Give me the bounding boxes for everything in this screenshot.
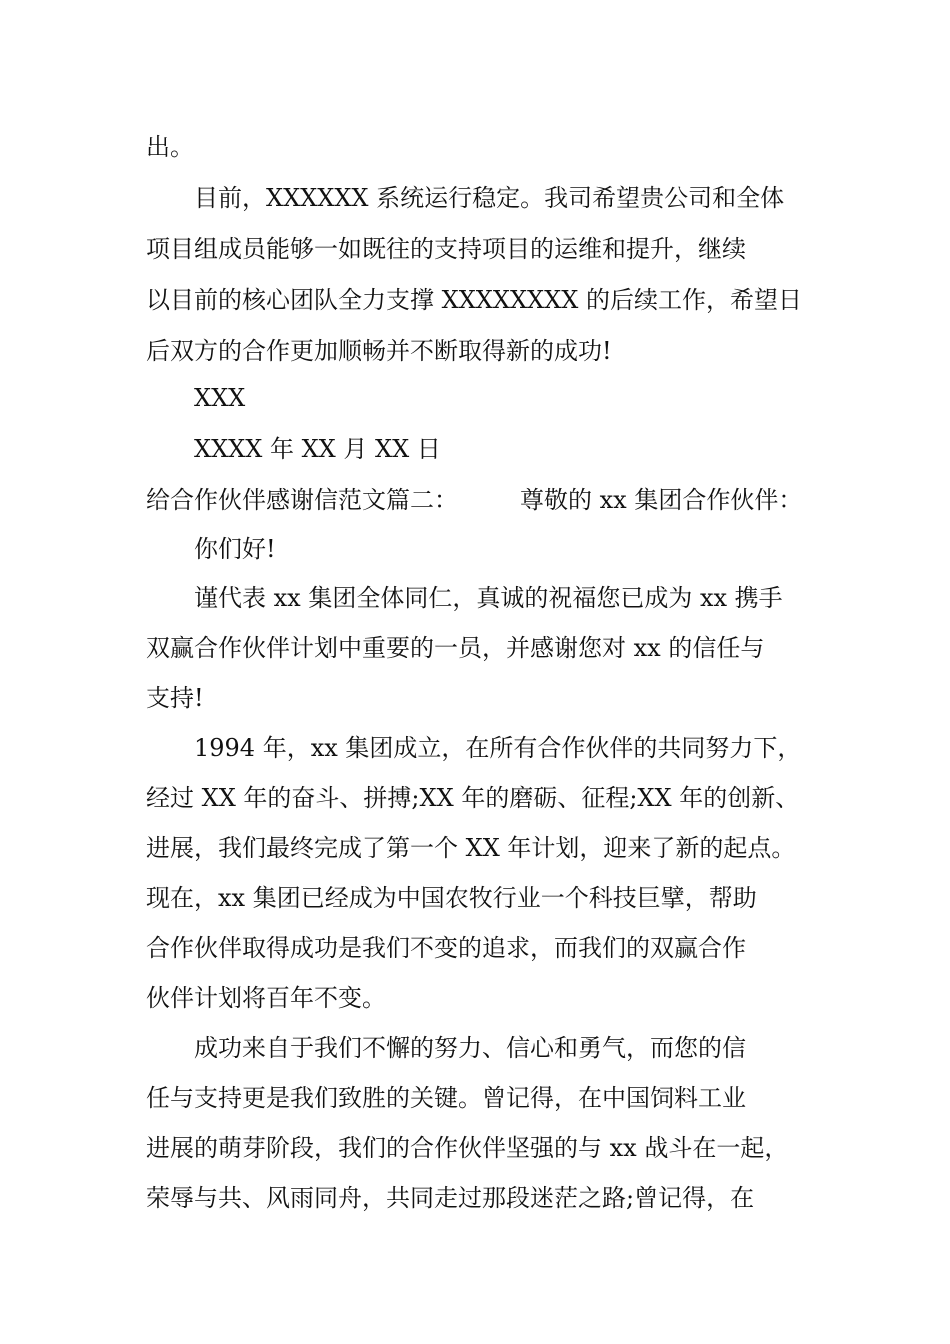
paragraph-line: 以目前的核心团队全力支撑 XXXXXXXX 的后续工作，希望日 bbox=[146, 286, 802, 314]
paragraph-line: 后双方的合作更加顺畅并不断取得新的成功! bbox=[146, 337, 612, 365]
paragraph-line: 伙伴计划将百年不变。 bbox=[146, 984, 386, 1012]
greeting-line: 你们好! bbox=[194, 535, 276, 563]
section-heading-line bbox=[146, 484, 802, 516]
paragraph-line: 成功来自于我们不懈的努力、信心和勇气，而您的信 bbox=[194, 1034, 746, 1062]
paragraph-line: 进展，我们最终完成了第一个 XX 年计划，迎来了新的起点。 bbox=[146, 834, 796, 862]
paragraph-line: 双赢合作伙伴计划中重要的一员，并感谢您对 xx 的信任与 bbox=[146, 634, 765, 662]
paragraph-line: 任与支持更是我们致胜的关键。曾记得，在中国饲料工业 bbox=[146, 1084, 746, 1112]
text-line: 出。 bbox=[146, 133, 194, 161]
signature-line: XXX bbox=[194, 384, 246, 412]
paragraph-line: 1994 年，xx 集团成立，在所有合作伙伴的共同努力下， bbox=[194, 734, 802, 762]
paragraph-line: 支持! bbox=[146, 684, 204, 712]
paragraph-line: 项目组成员能够一如既往的支持项目的运维和提升，继续 bbox=[146, 235, 746, 263]
paragraph-line: 谨代表 xx 集团全体同仁，真诚的祝福您已成为 xx 携手 bbox=[194, 584, 783, 612]
section-title: 给合作伙伴感谢信范文篇二： bbox=[146, 486, 458, 514]
salutation: 尊敬的 xx 集团合作伙伴： bbox=[520, 486, 803, 514]
date-line: XXXX 年 XX 月 XX 日 bbox=[194, 435, 441, 463]
paragraph-line: 经过 XX 年的奋斗、拼搏;XX 年的磨砺、征程;XX 年的创新、 bbox=[146, 784, 800, 812]
paragraph-line: 荣辱与共、风雨同舟，共同走过那段迷茫之路;曾记得，在 bbox=[146, 1184, 755, 1212]
paragraph-line: 现在，xx 集团已经成为中国农牧行业一个科技巨擘，帮助 bbox=[146, 884, 757, 912]
paragraph-line: 目前，XXXXXX 系统运行稳定。我司希望贵公司和全体 bbox=[194, 184, 785, 212]
paragraph-line: 合作伙伴取得成功是我们不变的追求，而我们的双赢合作 bbox=[146, 934, 746, 962]
paragraph-line: 进展的萌芽阶段，我们的合作伙伴坚强的与 xx 战斗在一起， bbox=[146, 1134, 789, 1162]
